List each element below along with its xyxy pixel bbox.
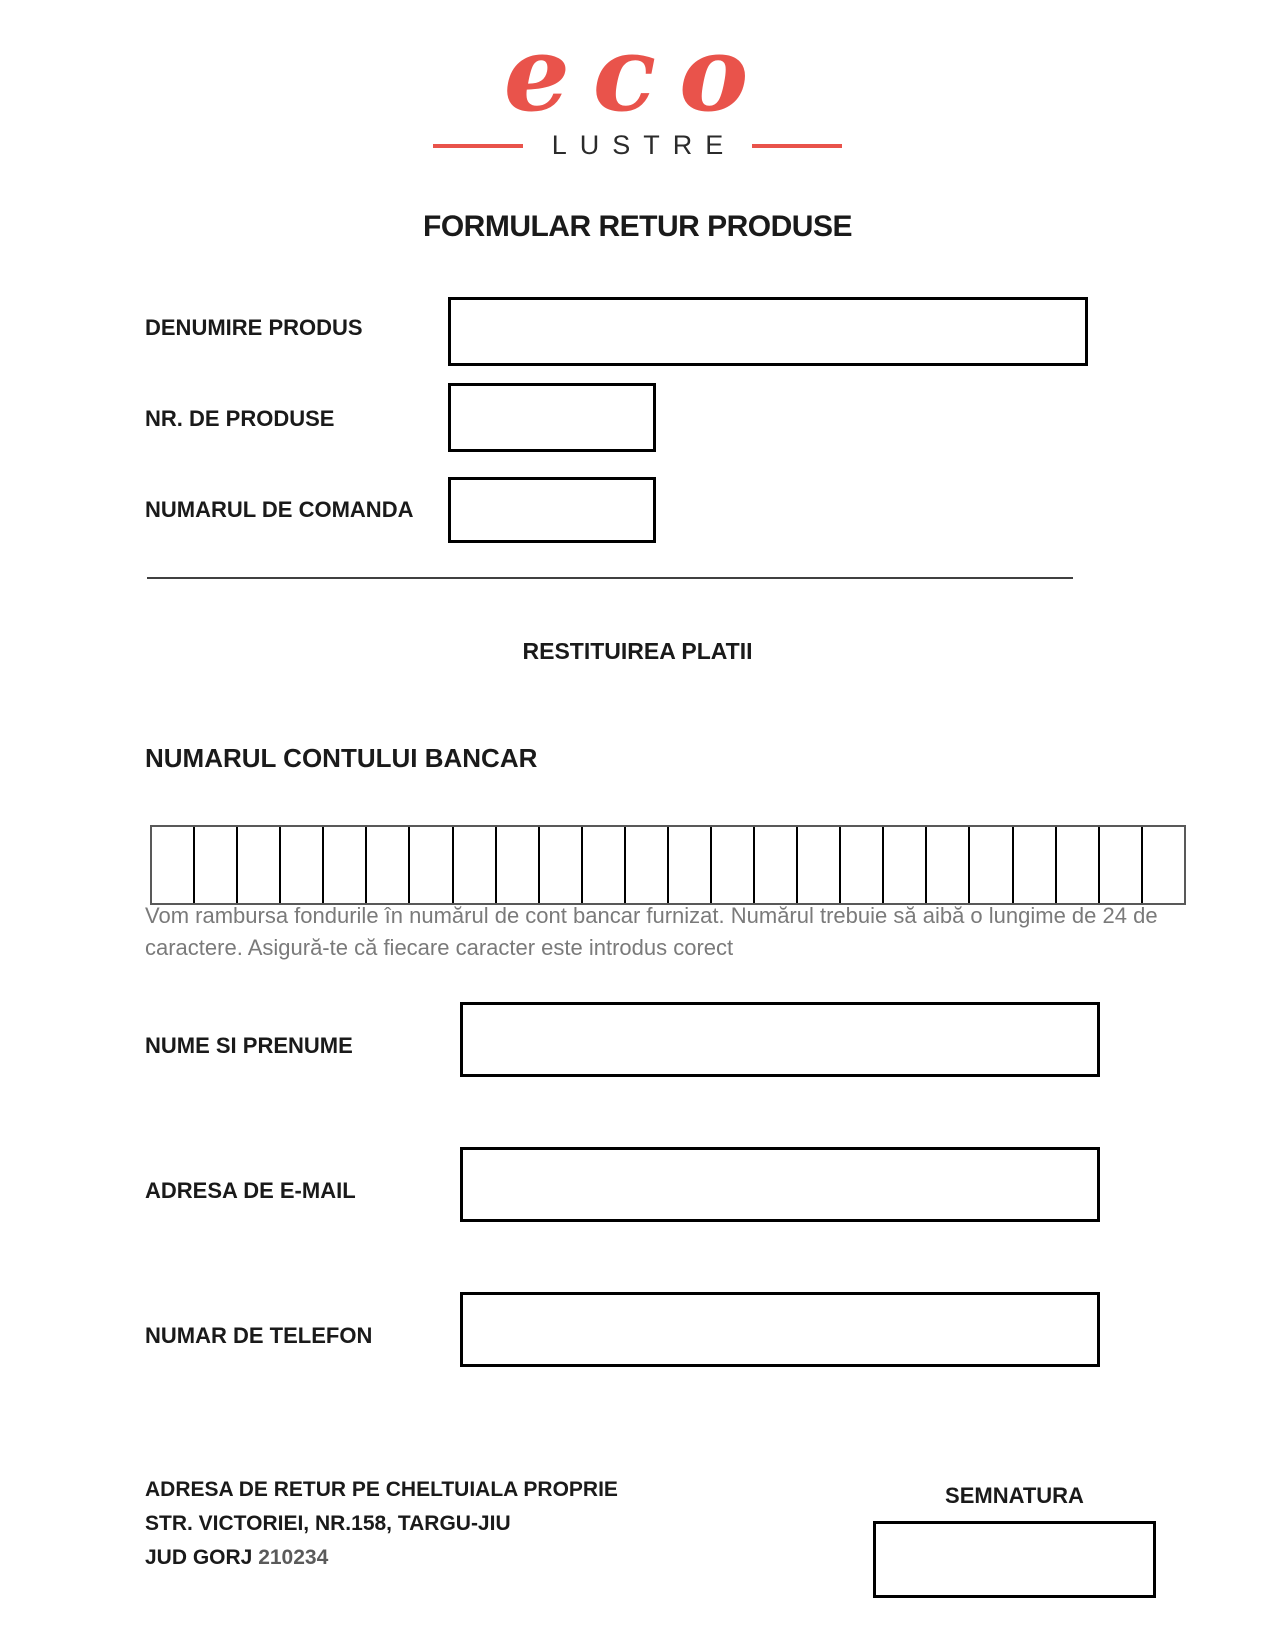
bank-account-cell[interactable] <box>324 827 367 903</box>
bank-account-cell[interactable] <box>281 827 324 903</box>
bank-account-cell[interactable] <box>1014 827 1057 903</box>
label-nr-de-produse: NR. DE PRODUSE <box>145 406 335 431</box>
return-address-county-line <box>145 1546 328 1570</box>
bank-account-cell[interactable] <box>927 827 970 903</box>
input-adresa-de-email[interactable] <box>460 1147 1100 1222</box>
bank-account-cell[interactable] <box>152 827 195 903</box>
section-divider <box>147 577 1073 579</box>
bank-account-cell[interactable] <box>712 827 755 903</box>
bank-account-cell[interactable] <box>454 827 497 903</box>
label-numarul-de-comanda: NUMARUL DE COMANDA <box>145 497 414 522</box>
bank-account-cell[interactable] <box>1100 827 1143 903</box>
return-address-county: JUD GORJ <box>145 1546 253 1569</box>
bank-account-grid <box>150 825 1186 905</box>
logo-wordmark-row <box>0 130 1275 161</box>
bank-account-cell[interactable] <box>583 827 626 903</box>
input-nume-si-prenume[interactable] <box>460 1002 1100 1077</box>
bank-account-cell[interactable] <box>1143 827 1184 903</box>
bank-account-cell[interactable] <box>367 827 410 903</box>
input-denumire-produs[interactable] <box>448 297 1088 366</box>
return-address-postal-code: 210234 <box>258 1546 329 1569</box>
bank-account-cell[interactable] <box>410 827 453 903</box>
bank-account-cell[interactable] <box>195 827 238 903</box>
bank-account-cell[interactable] <box>669 827 712 903</box>
logo-wordmark: LUSTRE <box>551 130 737 160</box>
input-numarul-de-comanda[interactable] <box>448 477 656 543</box>
logo-line-right <box>752 144 842 148</box>
bank-account-cell[interactable] <box>884 827 927 903</box>
label-nume-si-prenume: NUME SI PRENUME <box>145 1033 353 1058</box>
return-address-street: STR. VICTORIEI, NR.158, TARGU-JIU <box>145 1512 511 1535</box>
logo-script: eco <box>503 12 772 135</box>
refund-section-heading: RESTITUIREA PLATII <box>522 638 753 664</box>
bank-account-cell[interactable] <box>497 827 540 903</box>
label-numarul-contului-bancar: NUMARUL CONTULUI BANCAR <box>145 743 538 773</box>
bank-account-cell[interactable] <box>540 827 583 903</box>
bank-account-cell[interactable] <box>970 827 1013 903</box>
input-semnatura[interactable] <box>873 1521 1156 1598</box>
label-denumire-produs: DENUMIRE PRODUS <box>145 315 363 340</box>
label-numar-de-telefon: NUMAR DE TELEFON <box>145 1323 373 1348</box>
bank-account-cell[interactable] <box>626 827 669 903</box>
bank-account-cell[interactable] <box>755 827 798 903</box>
bank-account-cell[interactable] <box>841 827 884 903</box>
input-nr-de-produse[interactable] <box>448 383 656 452</box>
bank-account-cell[interactable] <box>1057 827 1100 903</box>
label-semnatura: SEMNATURA <box>945 1483 1084 1508</box>
return-address-title: ADRESA DE RETUR PE CHELTUIALA PROPRIE <box>145 1478 618 1501</box>
logo-line-left <box>433 144 523 148</box>
form-title: FORMULAR RETUR PRODUSE <box>423 210 852 243</box>
bank-note-line-1: Vom rambursa fondurile în numărul de cont bancar furnizat. Numărul trebuie să aibă o lungime de 24 de <box>145 903 1158 928</box>
bank-account-cell[interactable] <box>798 827 841 903</box>
input-numar-de-telefon[interactable] <box>460 1292 1100 1367</box>
label-adresa-de-email: ADRESA DE E-MAIL <box>145 1178 356 1203</box>
bank-account-cell[interactable] <box>238 827 281 903</box>
bank-note-line-2: caractere. Asigură-te că fiecare caracter este introdus corect <box>145 935 734 960</box>
